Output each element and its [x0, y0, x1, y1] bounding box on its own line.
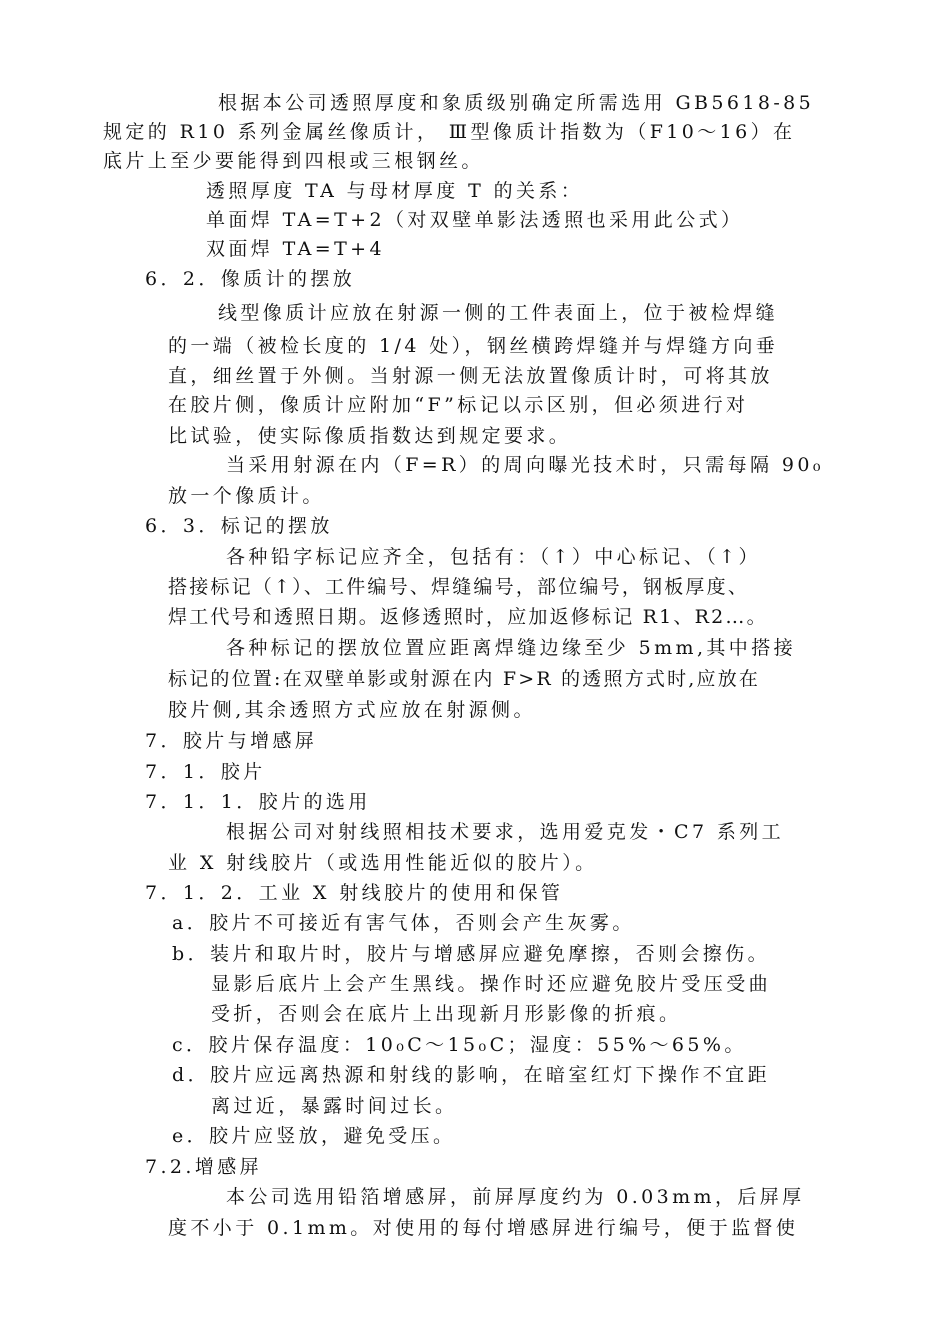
section-heading: 6．2．像质计的摆放 [145, 268, 356, 290]
text-line: 焊工代号和透照日期。返修透照时，应加返修标记 R1、R2…。 [168, 606, 768, 628]
text-line: 胶片侧,其余透照方式应放在射源侧。 [168, 699, 536, 721]
list-item: b．装片和取片时，胶片与增感屏应避免摩擦，否则会擦伤。 [172, 943, 770, 965]
list-item: a．胶片不可接近有害气体，否则会产生灰雾。 [172, 912, 635, 934]
text-line: 透照厚度 TA 与母材厚度 T 的关系： [206, 180, 584, 202]
text-line: 显影后底片上会产生黑线。操作时还应避免胶片受压受曲 [211, 973, 772, 995]
text-line: 本公司选用铅箔增感屏，前屏厚度约为 0.03mm，后屏厚 [226, 1186, 805, 1208]
text-line: 双面焊 TA=T+4 [206, 238, 385, 260]
section-heading: 7．胶片与增感屏 [145, 730, 318, 752]
text-line: 根据公司对射线照相技术要求，选用爱克发・C7 系列工 [226, 821, 785, 843]
text-line: 业 X 射线胶片（或选用性能近似的胶片）。 [168, 852, 598, 874]
text-line: 受折，否则会在底片上出现新月形影像的折痕。 [211, 1003, 682, 1025]
text-line: 规定的 R10 系列金属丝像质计， Ⅲ型像质计指数为（F10～16）在 [103, 121, 796, 143]
section-heading: 7．1．胶片 [145, 761, 266, 783]
text-line: 线型像质计应放在射源一侧的工件表面上，位于被检焊缝 [218, 302, 779, 324]
text-line: 单面焊 TA=T+2（对双壁单影法透照也采用此公式） [206, 209, 744, 231]
section-heading: 7．1．1．胶片的选用 [145, 791, 371, 813]
text-line: 放一个像质计。 [168, 485, 325, 507]
text-line: 比试验，使实际像质指数达到规定要求。 [168, 425, 572, 447]
text-line: 度不小于 0.1mm。对使用的每付增感屏进行编号，便于监督使 [168, 1217, 799, 1239]
text-line: 标记的位置:在双壁单影或射源在内 F>R 的透照方式时,应放在 [168, 668, 761, 690]
text-line: 在胶片侧，像质计应附加“F”标记以示区别，但必须进行对 [168, 394, 749, 416]
list-item: e．胶片应竖放，避免受压。 [172, 1125, 456, 1147]
text-line: 根据本公司透照厚度和象质级别确定所需选用 GB5618-85 [218, 92, 815, 114]
text-line: 搭接标记（↑）、工件编号、焊缝编号，部位编号，钢板厚度、 [168, 576, 750, 598]
text-line: 当采用射源在内（F=R）的周向曝光技术时，只需每隔 90₀ [226, 454, 824, 476]
section-heading: 6．3．标记的摆放 [145, 515, 333, 537]
text-line: 直，细丝置于外侧。当射源一侧无法放置像质计时，可将其放 [168, 365, 773, 387]
list-item: c．胶片保存温度：10₀C～15₀C；湿度：55%～65%。 [172, 1034, 747, 1056]
text-line: 各种铅字标记应齐全，包括有：（↑）中心标记、（↑） [226, 546, 761, 568]
text-line: 的一端（被检长度的 1/4 处），钢丝横跨焊缝并与焊缝方向垂 [168, 335, 779, 357]
section-heading: 7．1．2．工业 X 射线胶片的使用和保管 [145, 882, 564, 904]
text-line: 底片上至少要能得到四根或三根钢丝。 [103, 150, 484, 172]
section-heading: 7.2.增感屏 [145, 1156, 263, 1178]
text-line: 各种标记的摆放位置应距离焊缝边缘至少 5mm,其中搭接 [226, 637, 797, 659]
list-item: d．胶片应远离热源和射线的影响，在暗室红灯下操作不宜距 [172, 1064, 770, 1086]
text-line: 离过近，暴露时间过长。 [211, 1095, 458, 1117]
